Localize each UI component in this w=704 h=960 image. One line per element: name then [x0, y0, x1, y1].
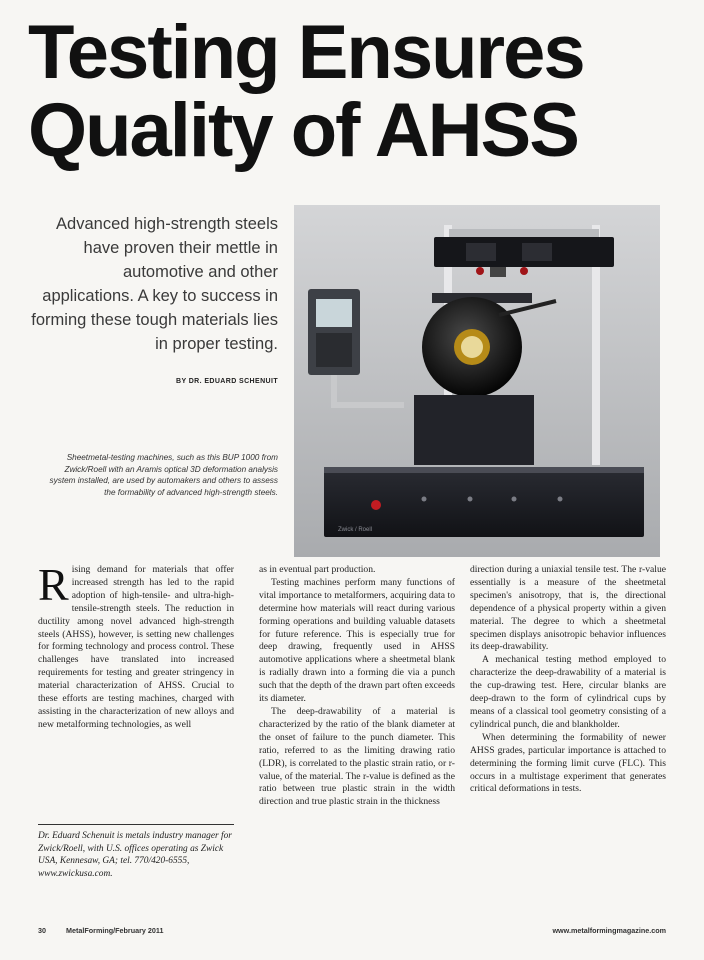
body-paragraph: When determining the formability of newer AHSS grades, particular importance is attached to determining the forming limit curve (FLC). This occurs in a multistage experiment that generates critical deformations in tests.	[470, 731, 666, 795]
photo-label: Zwick / Roell	[338, 527, 373, 533]
page-number: 30	[38, 926, 46, 935]
author-note-divider	[38, 824, 234, 825]
body-column-3	[470, 564, 666, 796]
body-paragraph	[38, 559, 234, 732]
body-paragraph: A mechanical testing method employed to characterize the deep-drawability of a material is the cup-drawing test. Here, circular blanks are deep-drawn to the form of cylindrical cups by means of a classical tool geometry consisting of a cylindrical punch, die and blankholder.	[470, 654, 666, 730]
testing-machine-photo	[294, 205, 660, 557]
testing-machine-illustration	[294, 205, 660, 557]
body-column-1	[38, 559, 234, 732]
body-text: ising demand for materials that offer increased strength has led to the rapid adoption of high-tensile- and ultra-high-tensile-strength steels. The reduction in ductility among novel advanced high-strength steels (AHSS), however, is setting new challenges for forming technology and process control. These challenges have translated into increased requirements for testing and greater stringency in material characterization of AHSS. Crucial to these efforts are testing machines, charged with assisting in the characterization of new alloys and new metalforming technologies, as well	[38, 564, 234, 730]
headline	[28, 10, 688, 173]
magazine-url: www.metalformingmagazine.com	[552, 926, 666, 935]
article-deck: Advanced high-strength steels have proven their mettle in automotive and other applications. A key to success in forming these tough materials lies in proper testing.	[31, 215, 278, 353]
body-column-2	[259, 564, 455, 809]
drop-cap: R	[38, 559, 69, 610]
body-paragraph: The deep-drawability of a material is characterized by the ratio of the blank diameter at the onset of failure to the punch diameter. This ratio, referred to as the limiting drawing ratio (LDR), is correlated to the plastic strain ratio, or r-value, of the material. The r-value is defined as the ratio between true plastic strain in the width direction and true plastic strain in the thickness	[259, 705, 455, 808]
author-note: Dr. Eduard Schenuit is metals industry manager for Zwick/Roell, with U.S. offices operating as Zwick USA, Kennesaw, GA; tel. 770/420-6555, www.zwickusa.com.	[38, 831, 232, 879]
photo-caption: Sheetmetal-testing machines, such as this BUP 1000 from Zwick/Roell with an Aramis optical 3D deformation analysis system installed, are used by automakers and others to assess the formability of advanced high-strength steels.	[49, 453, 278, 497]
issue-label: MetalForming/February 2011	[66, 926, 164, 935]
body-paragraph: Testing machines perform many functions of vital importance to metalformers, acquiring data to determine how materials will react during various forming operations and building valuable datasets for future reference. This is especially true for deep drawing, frequently used in AHSS automotive applications where a sheetmetal blank is radially drawn into a forming die via a punch such that the depth of the drawn part often exceeds its diameter.	[259, 576, 455, 705]
body-paragraph: as in eventual part production.	[259, 564, 376, 575]
body-paragraph: direction during a uniaxial tensile test. The r-value essentially is a measure of the sheetmetal specimen's anisotropy, that is, the directional dependence of a physical property within a given material. The degree to which a sheetmetal specimen displays anisotropic behavior influences its deep-drawability.	[470, 564, 666, 653]
byline: BY DR. EDUARD SCHENUIT	[175, 378, 278, 385]
headline-line-1: Testing Ensures	[28, 10, 584, 95]
headline-line-2: Quality of AHSS	[28, 88, 578, 173]
